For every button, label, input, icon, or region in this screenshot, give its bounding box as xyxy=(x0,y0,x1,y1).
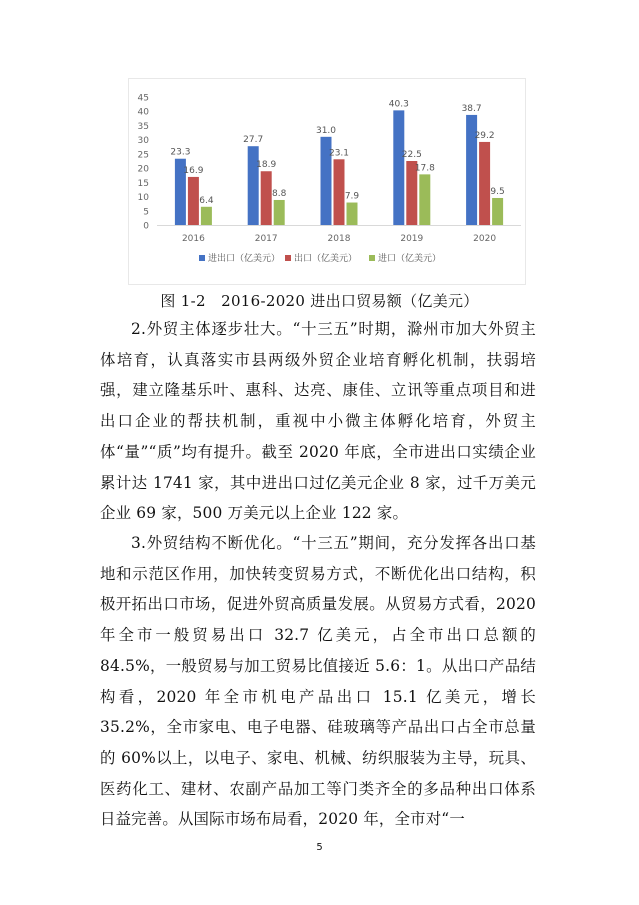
bar-2017-series-1 xyxy=(261,171,272,225)
data-label: 31.0 xyxy=(315,125,337,136)
chart-svg xyxy=(129,79,525,284)
bar-2020-series-2 xyxy=(492,198,503,225)
y-tick-label: 30 xyxy=(137,136,149,147)
legend-swatch-1 xyxy=(285,255,291,261)
legend-label-0: 进出口（亿美元） xyxy=(208,254,281,264)
bar-2018-series-2 xyxy=(347,203,358,225)
y-tick-label: 25 xyxy=(137,150,149,161)
data-label: 6.4 xyxy=(199,195,214,206)
data-label: 40.3 xyxy=(388,99,409,110)
bar-2020-series-1 xyxy=(479,142,490,225)
data-label: 22.5 xyxy=(401,150,422,160)
data-label: 7.9 xyxy=(344,191,360,202)
x-tick-label: 2017 xyxy=(254,234,278,244)
x-tick-label: 2020 xyxy=(473,234,497,244)
x-tick-label: 2018 xyxy=(327,234,351,244)
data-label: 29.2 xyxy=(474,130,495,141)
y-tick-label: 20 xyxy=(137,164,149,175)
y-tick-label: 45 xyxy=(137,93,149,104)
legend-swatch-2 xyxy=(369,255,375,261)
legend-swatch-0 xyxy=(199,255,205,261)
data-label: 23.3 xyxy=(170,147,191,158)
bar-2017-series-0 xyxy=(248,146,259,225)
bar-2016-series-2 xyxy=(201,207,212,225)
paragraph-trade-structure: 3.外贸结构不断优化。“十三五”期间，充分发挥各出口基地和示范区作用，加快转变贸易方式，不断优化出口结构，积极开拓出口市场，促进外贸高质量发展。从贸易方式看，2020 年全市一般贸易出口 32.7 亿美元，占全市出口总额的 84.5%，一般贸易与加工贸易比值接近 5.6：1。从出口产品结构看，2020 年全市机电产品出口 15.1 亿美元，增长 35.2%，全市家电、电子电器、硅玻璃等产品出口占全市总量的 60%以上，以电子、家电、机械、纺织服装为主导，玩具、医药化工、建材、农副产品加工等门类齐全的多品种出口体系日益完善。从国际市场布局看，2020 年，全市对“一 xyxy=(100,534,536,829)
trade-bar-chart xyxy=(128,78,526,285)
data-label: 17.8 xyxy=(414,163,435,174)
bar-2019-series-2 xyxy=(419,174,430,225)
data-label: 8.8 xyxy=(272,188,287,199)
paragraph-foreign-trade-entities: 2.外贸主体逐步壮大。“十三五”时期，滁州市加大外贸主体培育，认真落实市县两级外贸企业培育孵化机制，扶弱培强，建立隆基乐叶、惠科、达亮、康佳、立讯等重点项目和进出口企业的帮扶机制，重视中小微主体孵化培育，外贸主体“量”“质”均有提升。截至 2020 年底，全市进出口实绩企业累计达 1741 家，其中进出口过亿美元企业 8 家，过千万美元企业 69 家，500 万美元以上企业 122 家。 xyxy=(100,320,536,523)
legend-label-1: 出口（亿美元） xyxy=(294,254,358,264)
data-label: 16.9 xyxy=(183,165,204,176)
data-label: 9.5 xyxy=(490,186,505,197)
bar-2016-series-1 xyxy=(188,177,199,225)
y-tick-label: 15 xyxy=(137,178,149,189)
y-tick-label: 0 xyxy=(143,221,149,232)
figure-caption: 图 1-2 2016-2020 进出口贸易额（亿美元） xyxy=(160,292,479,310)
data-label: 27.7 xyxy=(243,135,264,146)
data-label: 38.7 xyxy=(461,103,482,114)
x-tick-label: 2019 xyxy=(400,234,424,244)
y-tick-label: 10 xyxy=(137,193,149,204)
bar-2018-series-1 xyxy=(334,159,345,225)
y-tick-label: 35 xyxy=(137,121,149,132)
page-number: 5 xyxy=(316,842,323,853)
y-tick-label: 5 xyxy=(143,207,149,218)
bar-2017-series-2 xyxy=(274,200,285,225)
data-label: 18.9 xyxy=(256,160,277,171)
legend-label-2: 进口（亿美元） xyxy=(378,254,442,264)
bar-2019-series-0 xyxy=(393,110,404,225)
x-tick-label: 2016 xyxy=(181,234,205,244)
data-label: 23.1 xyxy=(328,148,350,159)
y-tick-label: 40 xyxy=(137,107,149,118)
